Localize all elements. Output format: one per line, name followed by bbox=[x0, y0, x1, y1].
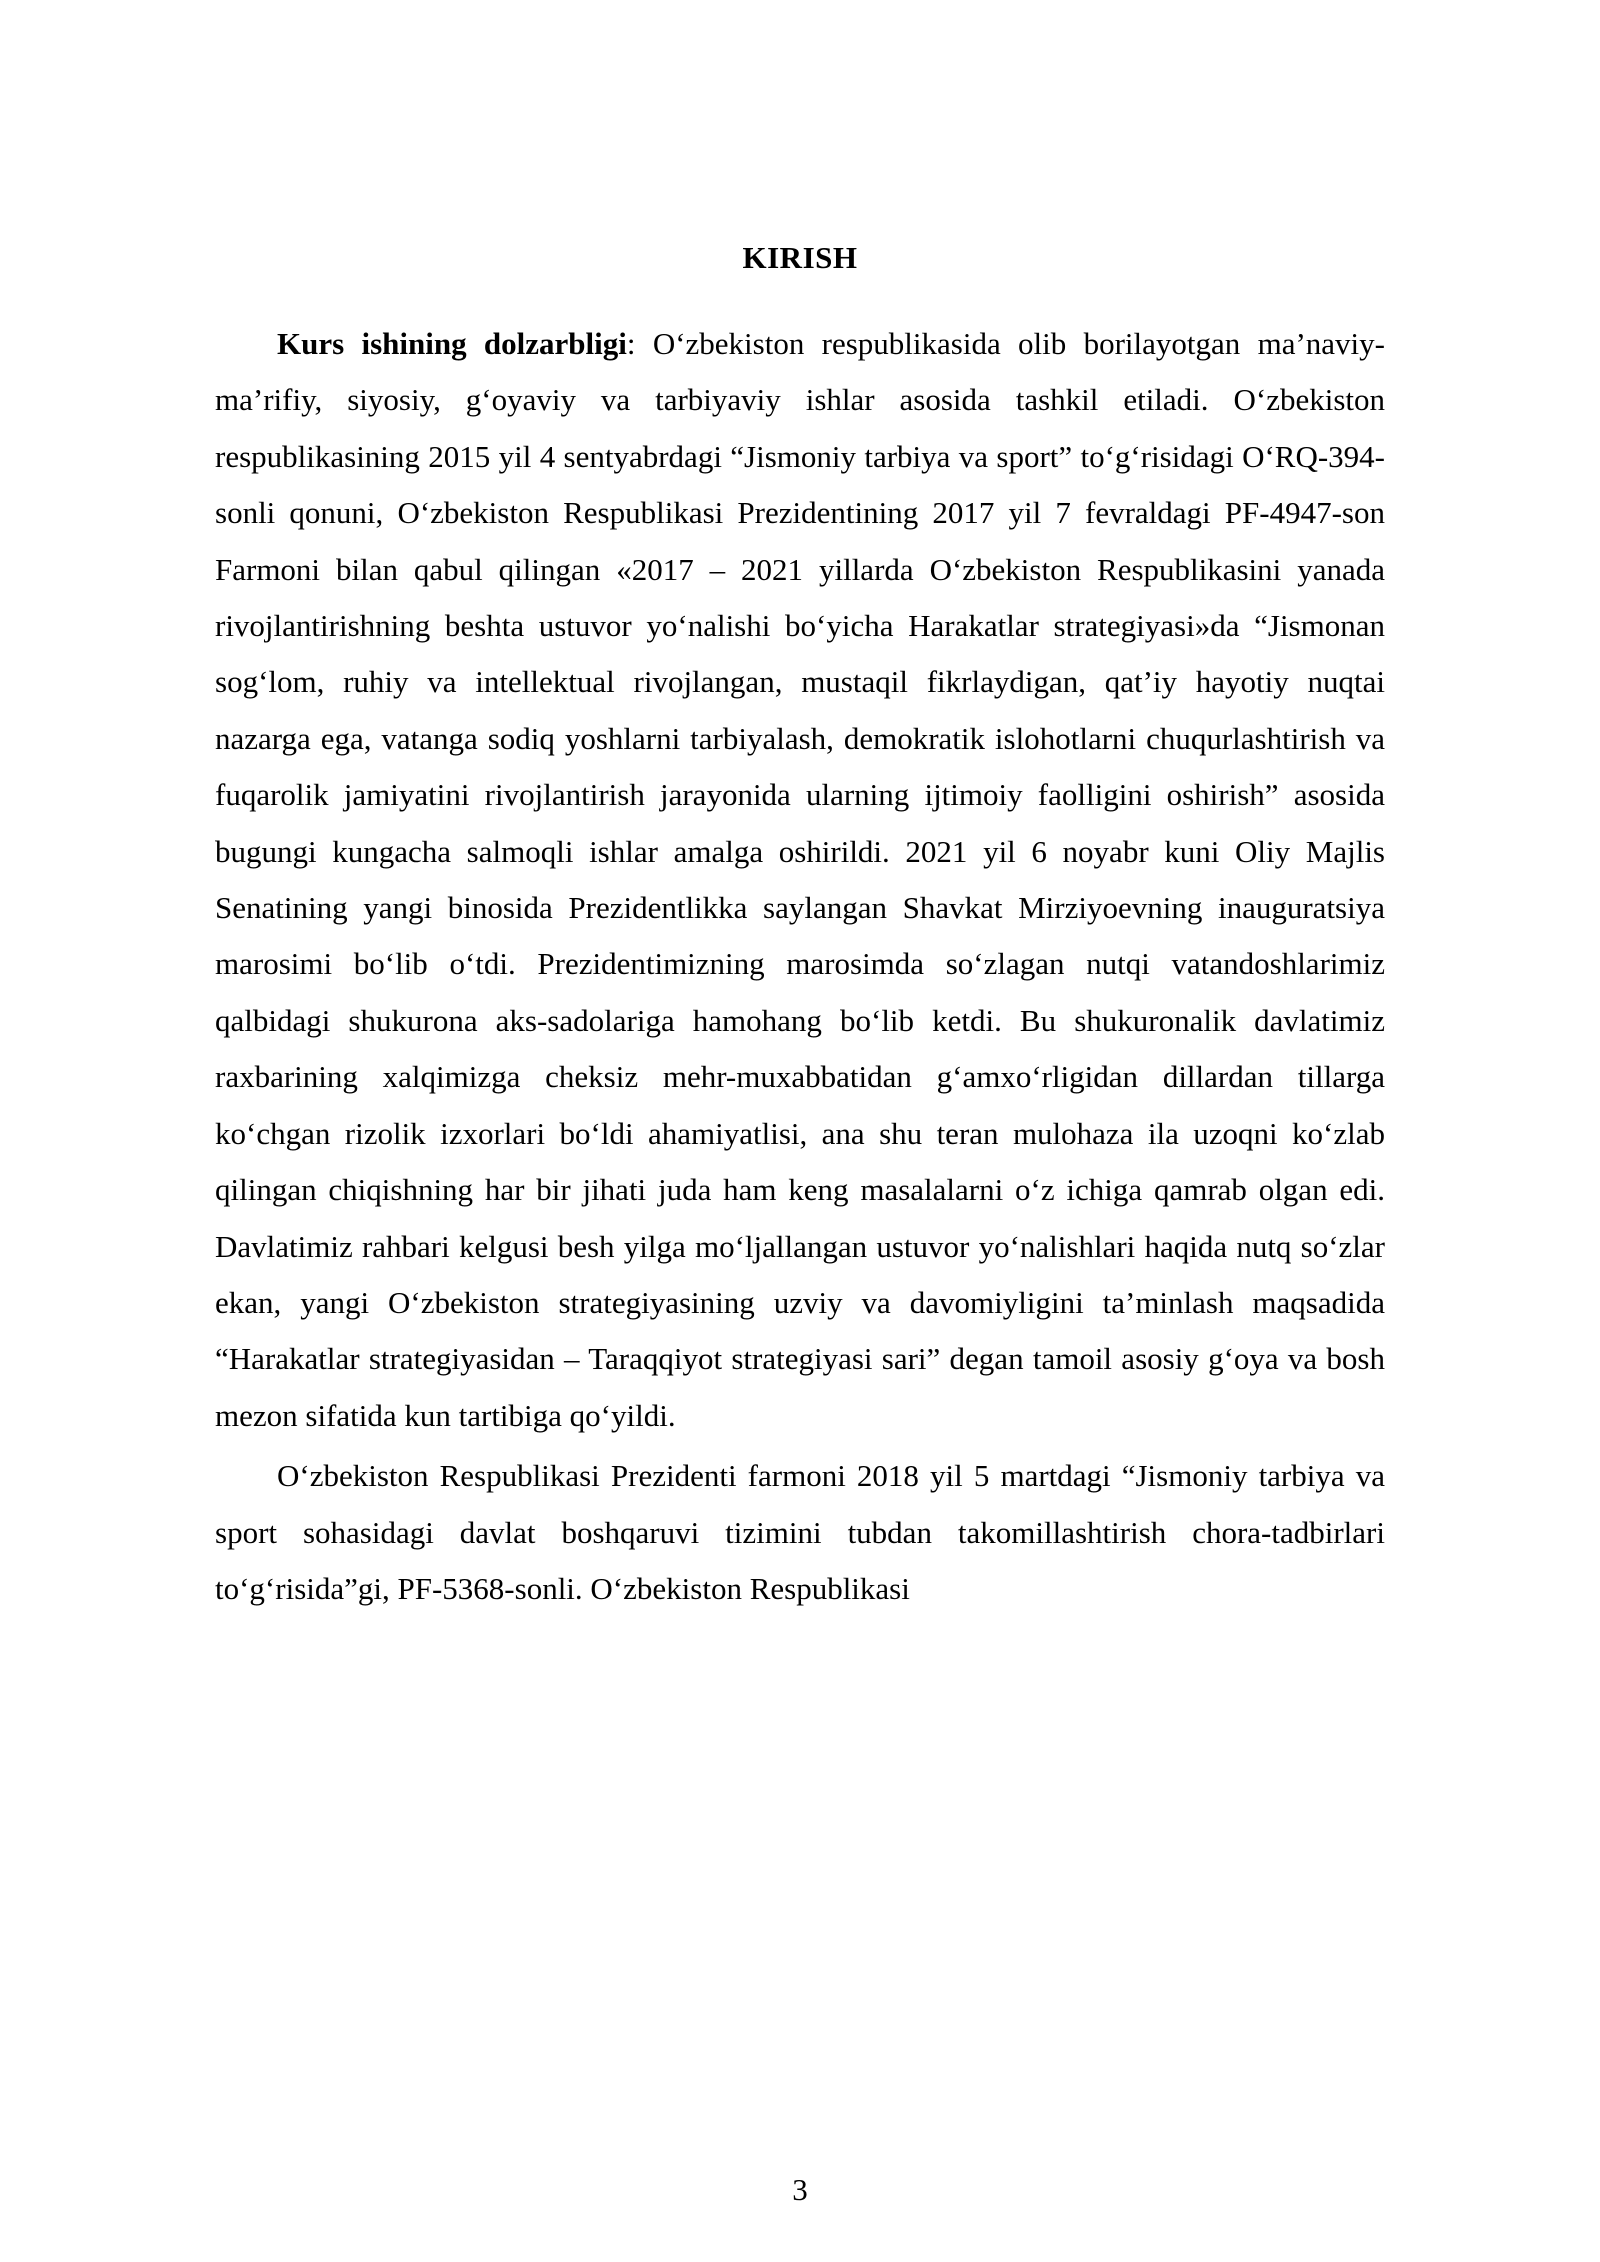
paragraph-1-text: O‘zbekiston respublikasida olib borilayotgan ma’naviy-ma’rifiy, siyosiy, g‘oyaviy va tarbiyaviy ishlar asosida tashkil etiladi. O‘zbekiston respublikasining 2015 yil 4 sentyabrdagi “Jismoniy tarbiya va sport” to‘g‘risidagi O‘RQ-394-sonli qonuni, O‘zbekiston Respublikasi Prezidentining 2017 yil 7 fevraldagi PF-4947-son Farmoni bilan qabul qilingan «2017 – 2021 yillarda O‘zbekiston Respublikasini yanada rivojlantirishning beshta ustuvor yo‘nalishi bo‘yicha Harakatlar strategiyasi»da “Jismonan sog‘lom, ruhiy va intellektual rivojlangan, mustaqil fikrlaydigan, qat’iy hayotiy nuqtai nazarga ega, vatanga sodiq yoshlarni tarbiyalash, demokratik islohotlarni chuqurlashtirish va fuqarolik jamiyatini rivojlantirish jarayonida ularning ijtimoiy faolligini oshirish” asosida bugungi kungacha salmoqli ishlar amalga oshirildi. 2021 yil 6 noyabr kuni Oliy Majlis Senatining yangi binosida Prezidentlikka saylangan Shavkat Mirziyoevning inauguratsiya marosimi bo‘lib o‘tdi. Prezidentimizning marosimda so‘zlagan nutqi vatandoshlarimiz qalbidagi shukurona aks-sadolariga hamohang bo‘lib ketdi. Bu shukuronalik davlatimiz raxbarining xalqimizga cheksiz mehr-muxabbatidan g‘amxo‘rligidan dillardan tillarga ko‘chgan rizolik izxorlari bo‘ldi ahamiyatlisi, ana shu teran mulohaza ila uzoqni ko‘zlab qilingan chiqishning har bir jihati juda ham keng masalalarni o‘z ichiga qamrab olgan edi. Davlatimiz rahbari kelgusi besh yilga mo‘ljallangan ustuvor yo‘nalishlari haqida nutq so‘zlar ekan, yangi O‘zbekiston strategiyasining uzviy va davomiyligini ta’minlash maqsadida “Harakatlar strategiyasidan – Taraqqiyot strategiyasi sari” degan tamoil asosiy g‘oya va bosh mezon sifatida kun tartibiga qo‘yildi. bbox=[215, 326, 1385, 1433]
paragraph-1-lead: Kurs ishining dolzarbligi bbox=[277, 326, 627, 361]
page-number: 3 bbox=[792, 2172, 808, 2207]
paragraph-1-lead-suffix: : bbox=[626, 326, 653, 361]
paragraph-2-text: O‘zbekiston Respublikasi Prezidenti farmoni 2018 yil 5 martdagi “Jismoniy tarbiya va sport sohasidagi davlat boshqaruvi tizimini tubdan takomillashtirish chora-tadbirlari to‘g‘risida”gi, PF-5368-sonli. O‘zbekiston Respublikasi bbox=[215, 1458, 1385, 1606]
paragraph-2 bbox=[215, 1448, 1385, 1617]
paragraph-1 bbox=[215, 316, 1385, 1444]
page-title: KIRISH bbox=[742, 240, 858, 275]
